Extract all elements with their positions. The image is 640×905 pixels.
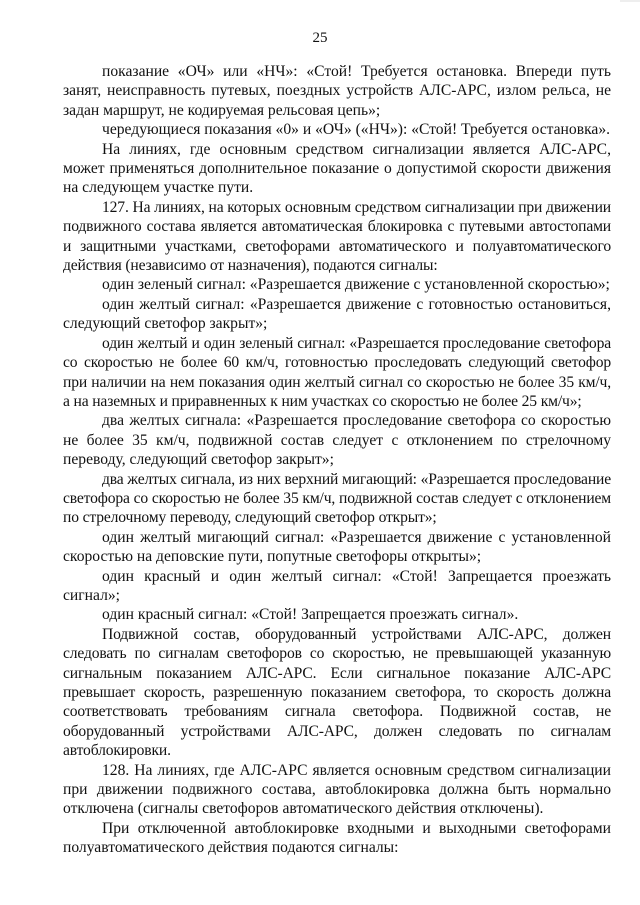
paragraph-yellow-signal: один желтый сигнал: «Разрешается движение с готовностью остановиться, следующий светофор закрыт»; xyxy=(63,295,611,333)
paragraph-additional-indication: На линиях, где основным средством сигнализации является АЛС-АРС, может применяться дополнительное показание о допустимой скорости движения на следующем участке пути. xyxy=(63,140,611,197)
paragraph-disabled-autoblock: При отключенной автоблокировке входными и выходными светофорами полуавтоматического действия подаются сигналы: xyxy=(63,819,611,857)
paragraph-alternating-signals: чередующиеся показания «0» и «ОЧ» («НЧ»): «Стой! Требуется остановка». xyxy=(102,121,611,139)
paragraph-green-signal: один зеленый сигнал: «Разрешается движение с установленной скоростью»; xyxy=(102,276,610,294)
page-body xyxy=(63,62,611,858)
paragraph-red-yellow-signal: один красный и один желтый сигнал: «Стой! Запрещается проезжать сигнал»; xyxy=(63,567,611,604)
paragraph-two-yellow-flashing: два желтых сигнала, из них верхний мигающий: «Разрешается проследование светофора со скоростью не более 35 км/ч, подвижной состав следует с отклонением по стрелочному переводу, следующий светофор открыт»; xyxy=(63,470,611,527)
paragraph-red-signal: один красный сигнал: «Стой! Запрещается проезжать сигнал». xyxy=(102,606,519,624)
scan-artifact xyxy=(620,0,640,2)
paragraph-rolling-stock-als-ars: Подвижной состав, оборудованный устройствами АЛС-АРС, должен следовать по сигналам светофоров со скоростью, не превышающей указанную сигнальным показанием АЛС-АРС. Если сигнальное показание АЛС-АРС превышает скорость, разрешенную показанием светофора, то скорость должна соответствовать требованиям сигнала светофора. Подвижной состав, не оборудованный устройствами АЛС-АРС, должен следовать по сигналам автоблокировки. xyxy=(63,625,611,760)
paragraph-two-yellow-signals: два желтых сигнала: «Разрешается проследование светофора со скоростью не более 35 км/ч, подвижной состав следует с отклонением по стрелочному переводу, следующий светофор закрыт»; xyxy=(63,412,611,469)
page-number: 25 xyxy=(312,30,328,46)
paragraph-och-nch: показание «ОЧ» или «НЧ»: «Стой! Требуется остановка. Впереди путь занят, неисправность путевых, поездных устройств АЛС-АРС, излом рельса, не задан маршрут, не кодируемая рельсовая цепь»; xyxy=(63,63,611,119)
paragraph-yellow-green-signal: один желтый и один зеленый сигнал: «Разрешается проследование светофора со скоростью не более 60 км/ч, готовностью проследовать следующий светофор при наличии на нем показания один желтый сигнал со скоростью не более 35 км/ч, а на наземных и приравненных к ним участках со скоростью не более 25 км/ч»; xyxy=(63,334,611,410)
paragraph-yellow-flashing: один желтый мигающий сигнал: «Разрешается движение с установленной скоростью на деповские пути, попутные светофоры открыты»; xyxy=(63,528,611,566)
paragraph-127-intro: 127. На линиях, на которых основным средством сигнализации при движении подвижного состава является автоматическая блокировка с путевыми автостопами и защитными участками, светофорами автоматического и полуавтоматического действия (независимо от назначения), подаются сигналы: xyxy=(63,198,611,275)
paragraph-128: 128. На линиях, где АЛС-АРС является основным средством сигнализации при движении подвижного состава, автоблокировка должна быть нормально отключена (сигналы светофоров автоматического действия отключены). xyxy=(63,761,611,818)
